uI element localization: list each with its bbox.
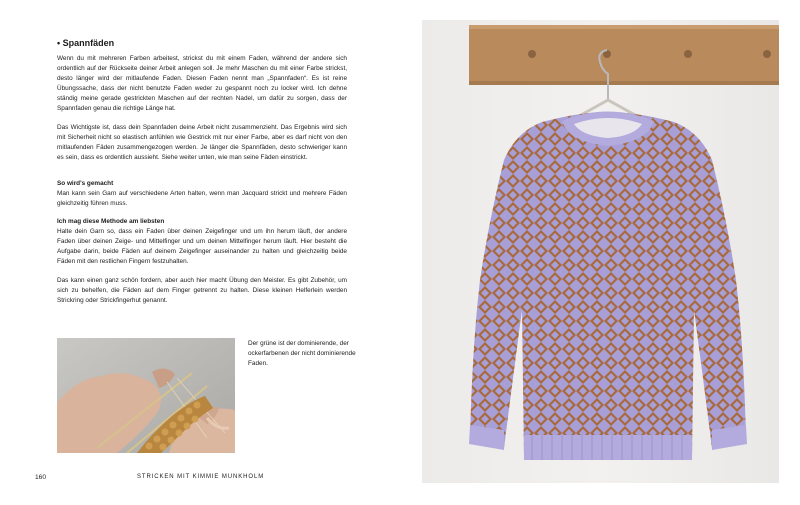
section-heading: • Spannfäden <box>57 38 115 48</box>
favorite-heading: Ich mag diese Methode am liebsten <box>57 218 165 226</box>
running-head: STRICKEN MIT KIMMIE MUNKHOLM <box>137 474 265 480</box>
knitting-hands-photo <box>57 338 235 453</box>
favorite-text-2: Das kann einen ganz schön fordern, aber auch hier macht Übung den Meister. Es gibt Zubehör, um sich zu behelfen, die Fäden auf dem Finger getrennt zu halten. Diese kleinen Helferlein werden Strickring oder Strickfingerhut genannt. <box>57 276 347 304</box>
sweater-photo <box>422 20 779 483</box>
favorite-text-1: Halte dein Garn so, dass ein Faden über deinen Zeigefinger und um ihn herum läuft, der andere Faden über deinen Zeige- und Mittelfinger und um deinen Mittelfinger herum läuft. Hier besteht die Aufgabe darin, beide Fäden auf deinem Zeigefinger auseinander zu halten und gleichzeitig beide Fäden mit den restlichen Fingern festzuhalten. <box>57 228 347 266</box>
page-number: 160 <box>35 474 47 481</box>
paragraph-1: Wenn du mit mehreren Farben arbeitest, strickst du mit einem Faden, während der andere sich ordentlich auf der Rückseite deiner Arbeit anlegen soll. Je mehr Maschen du mit einer Farbe strickst, desto länger wird der mitlaufende Faden. Diesen Faden nennt man „Spannfaden“. Es ist reine Übungssache, dass der nicht benutzte Faden weder zu gespannt noch zu locker wird. Ich dehne ständig meine gerade gestrickten Maschen auf der rechten Nadel, um dafür zu sorgen, dass der Spannfaden genau die richtige Länge hat. <box>57 55 347 113</box>
paragraph-2: Das Wichtigste ist, dass dein Spannfaden deine Arbeit nicht zusammenzieht. Das Ergebnis wird sich mit Sicherheit nicht so elastisch anfühlen wie Gestrick mit nur einer Farbe, aber es darf nicht von den mitlaufenden Fäden zusammengezogen werden. Je länger die Spannfäden, desto schwieriger kann es sein, dass es ordentlich aussieht. Siehe weiter unten, wie man seine Fäden einstrickt. <box>57 123 347 161</box>
photo-caption: Der grüne ist der dominierende, der ockerfarbenen der nicht dominierende Faden. <box>248 340 356 367</box>
howto-heading: So wird's gemacht <box>57 179 114 187</box>
howto-text: Man kann sein Garn auf verschiedene Arten halten, wenn man Jacquard strickt und mehrere Fäden gleichzeitig führen muss. <box>57 189 347 208</box>
text-column <box>57 38 347 314</box>
